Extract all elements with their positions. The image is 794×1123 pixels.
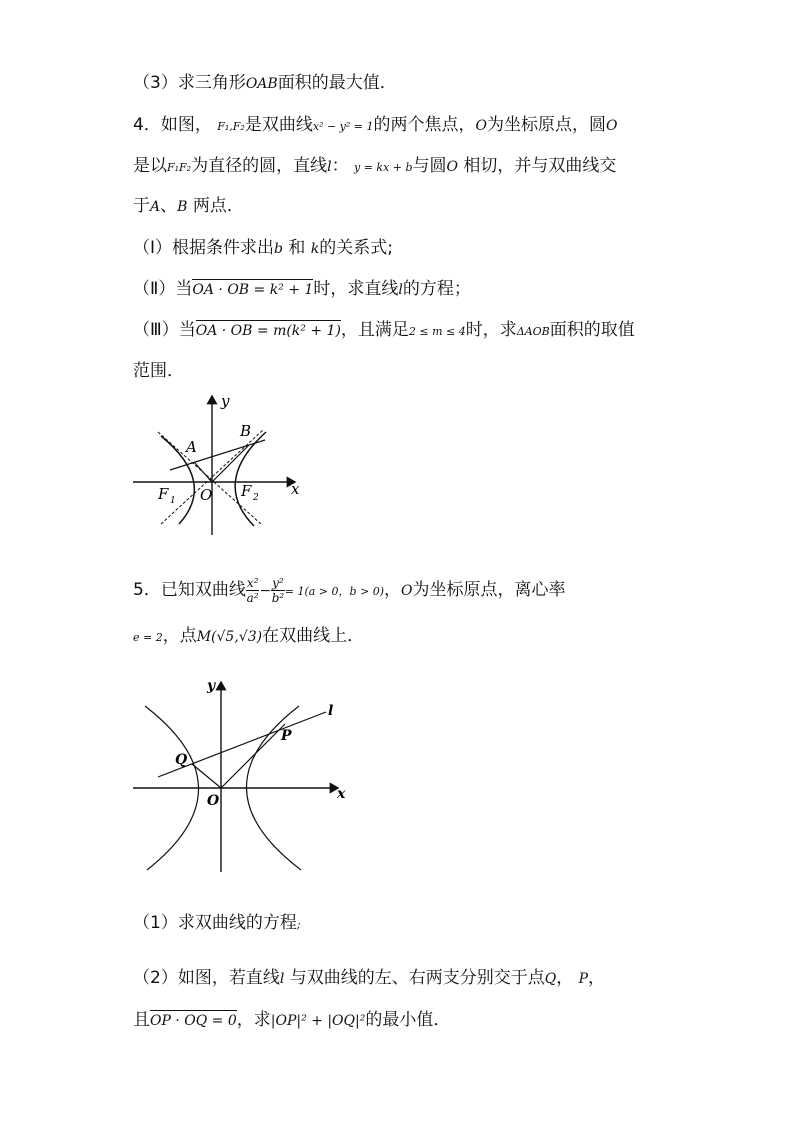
label-f2-sub: 2 [253,493,259,503]
text: 为坐标原点，离心率 [412,580,566,600]
hyperbola-right-branch [235,432,266,526]
problem-number: 5．已知双曲线 [133,580,246,600]
label-o: O [200,486,213,504]
p4-line1 [133,113,617,139]
p5-part2-cont [133,1008,450,1033]
text: 、 [160,196,178,216]
label-b: B [240,422,252,440]
p4-line3 [133,194,244,219]
math-l: l [398,282,403,298]
p4-part1 [133,236,393,261]
p5-part2 [133,966,605,991]
text: ： [331,156,349,176]
text: 相切，并与双曲线交 [463,156,617,176]
math-o: O [475,118,487,134]
math-dot-product: OA · OB = k² + 1 [192,278,313,302]
text: 时，求直线 [313,279,399,299]
math-line-eq: y = kx + b [353,161,413,174]
math-expression: |OP|² + |OQ|² [270,1013,366,1029]
text: ， [384,580,402,600]
math-o: O [401,583,413,599]
p5-line2 [133,624,364,650]
math-l: l [327,159,332,175]
figure-hyperbola-2 [133,674,358,874]
math-triangle: OAB [245,76,278,92]
text: 与双曲线的左、右两支分别交于点 [289,968,545,988]
text: （Ⅲ）当 [133,320,196,340]
denominator: b² [271,590,285,605]
math-hyperbola-eq: x² − y² = 1 [312,120,374,133]
text: 的两个焦点， [373,115,476,135]
p5-part1 [133,911,301,937]
segment-oq [192,764,221,788]
text: ; [296,918,301,931]
text: ，求 [236,1010,271,1030]
math-o: O [605,118,618,134]
denominator: a² [246,590,259,605]
math-foci: F₁,F₂ [217,120,245,133]
math-q: Q [544,971,557,987]
text: 的关系式; [319,238,394,258]
text: ， [588,968,606,988]
tangent-line [170,440,265,470]
figure-hyperbola-1 [133,390,313,540]
fraction-x [246,576,260,605]
segment-op [221,724,285,788]
math-eccentricity: e = 2 [133,631,163,644]
text: 在双曲线上． [262,626,365,646]
label-o: O [207,793,220,809]
text: 为坐标原点，圆 [486,115,606,135]
text: 是以 [133,156,167,176]
text: 面积的取值 [549,320,635,340]
text: 时，求 [465,320,517,340]
label-q: Q [175,752,188,768]
math-dot-product: OA · OB = m(k² + 1) [196,319,341,343]
text: 且 [133,1010,150,1030]
math-triangle: ΔAOB [516,325,550,338]
label-p: P [281,728,292,744]
p4-part3 [133,318,635,344]
label-x: x [337,786,346,802]
label-y: y [207,678,216,694]
problem-number: 4．如图， [133,115,212,135]
math-k: k [310,241,320,257]
math-l: l [279,971,285,987]
math-p: P [578,971,589,987]
text: 的方程； [402,279,471,299]
label-f1: F [158,485,169,503]
text: （Ⅰ）根据条件求出 [133,238,275,258]
math-dot-product: OP · OQ = 0 [150,1009,237,1033]
segment-oa [194,462,212,482]
q3-part3-line [133,71,397,96]
text: ，点 [162,626,197,646]
label-f1-sub: 1 [170,496,176,506]
text: ， [556,968,574,988]
text: 于 [133,196,150,216]
math-b: b [274,241,283,257]
text: （3）求三角形 [133,73,246,93]
text: 的最小值． [365,1010,451,1030]
text: 面积的最大值． [277,73,397,93]
text: （Ⅱ）当 [133,279,193,299]
text: 为直径的圆，直线 [191,156,328,176]
label-y: y [221,392,230,410]
p4-part3-cont [133,359,184,383]
label-f2: F [241,482,252,500]
text: 是双曲线 [244,115,313,135]
text: （1）求双曲线的方程 [133,913,297,933]
text: 与圆 [412,156,447,176]
text: ，且满足 [340,320,409,340]
numerator: y² [272,575,284,590]
p5-line1 [133,575,566,607]
math-f1f2: F₁F₂ [167,161,192,174]
text: 两点． [192,196,244,216]
label-x: x [291,480,300,498]
text: 范围． [133,361,184,381]
math-condition: 2 ≤ m ≤ 4 [408,325,466,338]
numerator: x² [246,575,259,590]
math-b: B [177,199,188,215]
p4-line2 [133,154,616,180]
text: 和 [288,238,306,258]
label-a: A [186,438,197,456]
fraction-y [271,576,285,605]
math-condition: = 1(a > 0，b > 0) [284,585,385,598]
math-a: A [150,199,161,215]
label-l: l [328,703,334,719]
math-o: O [446,159,459,175]
math-minus: − [259,583,272,599]
math-point-m: M(√5,√3) [196,629,263,645]
text: （2）如图，若直线 [133,968,280,988]
p4-part2 [133,277,471,302]
